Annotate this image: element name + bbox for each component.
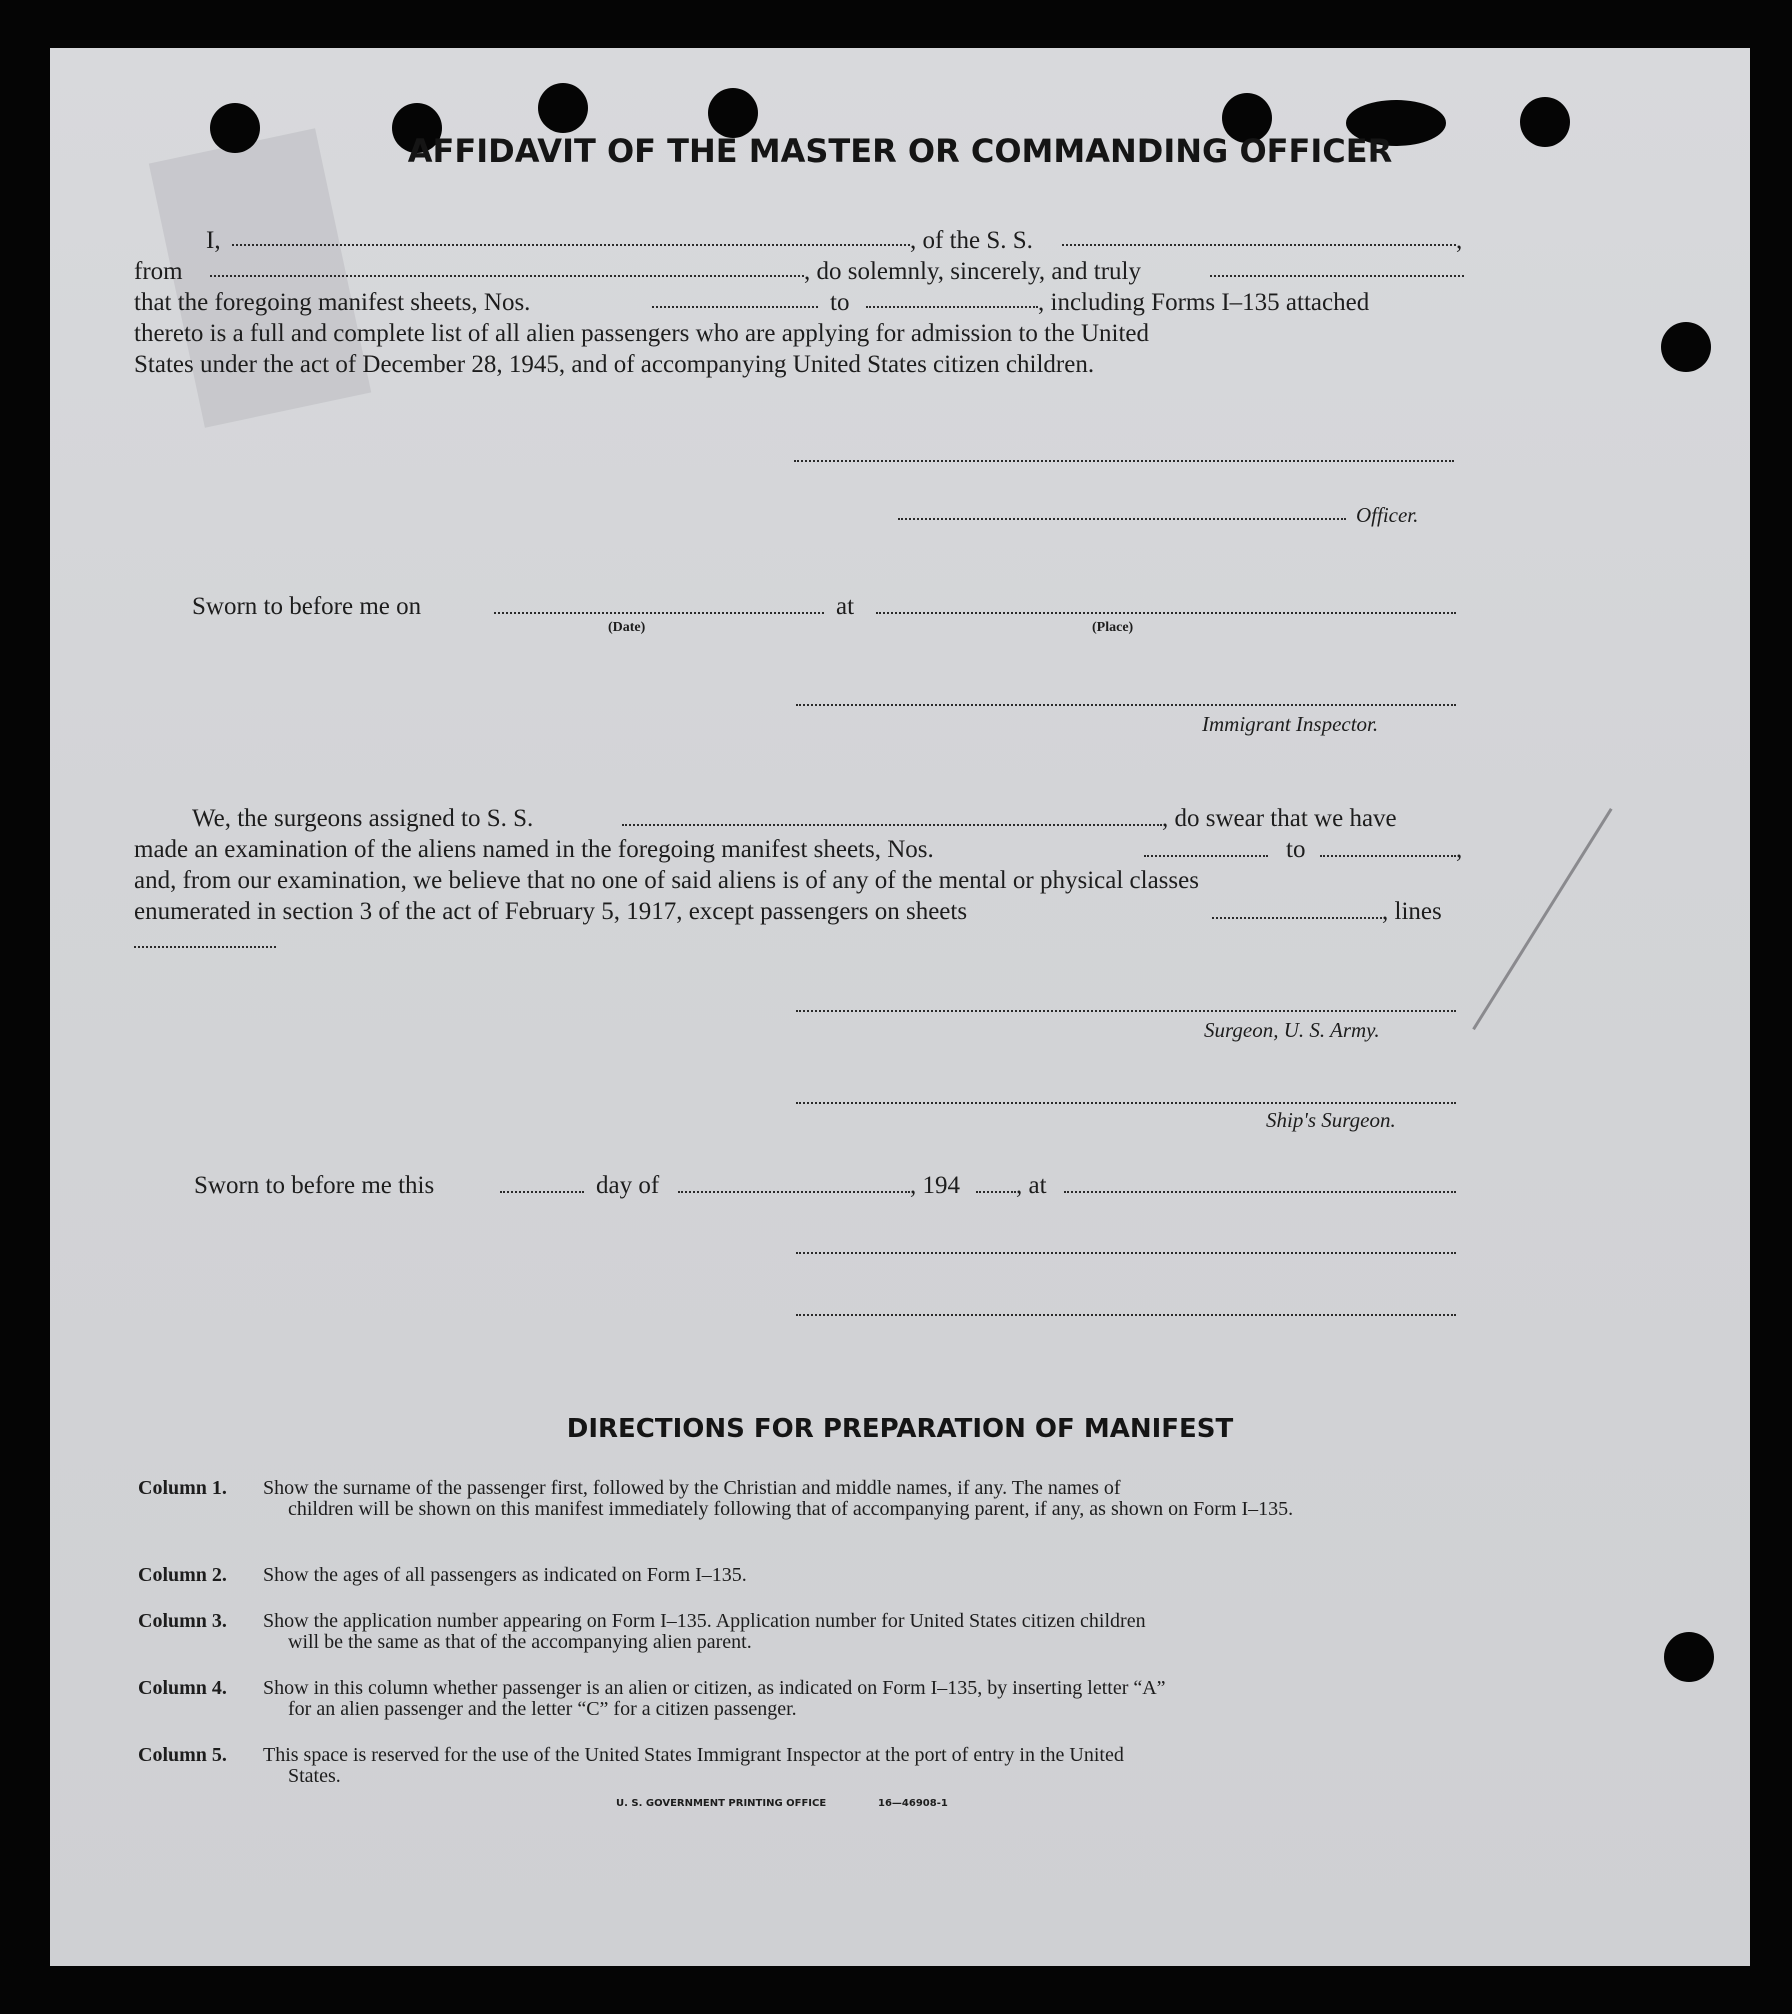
form-code: 16—46908-1	[878, 1798, 948, 1809]
direction-text: Show the surname of the passenger first, followed by the Christian and middle names, if any. The names of	[263, 1477, 1121, 1499]
affidavit-text: to	[830, 289, 850, 316]
surgeons-text: ,	[1456, 836, 1463, 863]
affidavit-text: thereto is a full and complete list of all alien passengers who are applying for admission to the United	[134, 320, 1150, 347]
direction-text: for an alien passenger and the letter “C” for a citizen passenger.	[288, 1698, 797, 1720]
sworn-text: Sworn to before me this	[194, 1172, 435, 1199]
inspector-signature-line[interactable]	[796, 704, 1456, 706]
affidavit-text: States under the act of December 28, 1945, and of accompanying United States citizen children.	[134, 351, 1095, 378]
direction-text: will be the same as that of the accompanying alien parent.	[288, 1631, 752, 1653]
surgeons-text: , lines	[1382, 898, 1442, 925]
direction-text: This space is reserved for the use of the United States Immigrant Inspector at the port of entry in the United	[263, 1744, 1124, 1766]
sworn-text: , 194	[910, 1172, 960, 1199]
punch-hole	[1661, 322, 1711, 372]
surgeons-text: We, the surgeons assigned to S. S.	[192, 805, 534, 832]
master-name-field[interactable]	[232, 244, 910, 246]
direction-text: children will be shown on this manifest immediately following that of accompanying parent, if any, as shown on Form I–135.	[288, 1498, 1294, 1520]
surgeons-text: made an examination of the aliens named in the foregoing manifest sheets, Nos.	[134, 836, 934, 863]
ship-name-field[interactable]	[1062, 244, 1456, 246]
column-label: Column 2.	[138, 1564, 227, 1586]
punch-hole	[538, 83, 588, 133]
oath-field[interactable]	[1210, 275, 1464, 277]
affidavit-text: from	[134, 258, 183, 285]
surgeons-text: enumerated in section 3 of the act of February 5, 1917, except passengers on sheets	[134, 898, 968, 925]
sworn-text: Sworn to before me on	[192, 593, 422, 620]
column-label: Column 5.	[138, 1744, 227, 1766]
signature-line[interactable]	[796, 1252, 1456, 1254]
column-label: Column 3.	[138, 1610, 227, 1632]
affidavit-text: , of the S. S.	[910, 227, 1033, 254]
affidavit-text: ,	[1456, 227, 1463, 254]
sworn-text: day of	[596, 1172, 660, 1199]
manifest-from-field[interactable]	[652, 306, 818, 308]
sworn-year-field[interactable]	[976, 1191, 1016, 1193]
page-title: AFFIDAVIT OF THE MASTER OR COMMANDING OFFICER	[407, 132, 1393, 170]
departure-port-field[interactable]	[210, 275, 804, 277]
surgeons-text: and, from our examination, we believe that no one of said aliens is of any of the mental or physical classes	[134, 867, 1199, 894]
affidavit-text: , do solemnly, sincerely, and truly	[804, 258, 1141, 285]
direction-text: Show the ages of all passengers as indicated on Form I–135.	[263, 1564, 747, 1586]
direction-text: States.	[288, 1765, 341, 1787]
directions-title: DIRECTIONS FOR PREPARATION OF MANIFEST	[566, 1414, 1234, 1444]
direction-text: Show the application number appearing on Form I–135. Application number for United States citizen children	[263, 1610, 1146, 1632]
sworn-text: at	[836, 593, 855, 620]
officer-signature-line[interactable]	[794, 460, 1454, 462]
sworn2-place-field[interactable]	[1064, 1191, 1456, 1193]
excepted-sheets-field[interactable]	[1212, 917, 1382, 919]
punch-hole	[1664, 1632, 1714, 1682]
surgeons-to-field[interactable]	[1320, 855, 1456, 857]
sworn-date-field[interactable]	[494, 612, 824, 614]
surgeons-ship-field[interactable]	[622, 824, 1162, 826]
direction-item	[138, 1565, 1508, 1586]
column-label: Column 4.	[138, 1677, 227, 1699]
ship-surgeon-caption: Ship's Surgeon.	[1266, 1108, 1396, 1132]
paper-crack	[1472, 808, 1612, 1030]
document-page	[50, 48, 1750, 1966]
sworn-day-field[interactable]	[500, 1191, 584, 1193]
column-label: Column 1.	[138, 1477, 227, 1499]
direction-item	[138, 1478, 1508, 1520]
affidavit-text: that the foregoing manifest sheets, Nos.	[134, 289, 531, 316]
army-surgeon-signature-line[interactable]	[796, 1010, 1456, 1012]
date-label: (Date)	[608, 620, 646, 635]
direction-text: Show in this column whether passenger is an alien or citizen, as indicated on Form I–135, by inserting letter “A”	[263, 1677, 1166, 1699]
officer-title-line[interactable]	[898, 518, 1346, 520]
direction-item	[138, 1745, 1508, 1787]
direction-item	[138, 1611, 1508, 1653]
signature-line[interactable]	[796, 1314, 1456, 1316]
inspector-caption: Immigrant Inspector.	[1202, 712, 1379, 736]
army-surgeon-caption: Surgeon, U. S. Army.	[1204, 1018, 1380, 1042]
manifest-to-field[interactable]	[866, 306, 1038, 308]
place-label: (Place)	[1092, 620, 1134, 635]
punch-hole	[708, 88, 758, 138]
sworn-month-field[interactable]	[678, 1191, 910, 1193]
printing-office: U. S. GOVERNMENT PRINTING OFFICE	[616, 1798, 827, 1809]
surgeons-text: to	[1286, 836, 1306, 863]
surgeons-from-field[interactable]	[1144, 855, 1268, 857]
direction-item	[138, 1678, 1508, 1720]
ship-surgeon-signature-line[interactable]	[796, 1102, 1456, 1104]
surgeons-text: , do swear that we have	[1162, 805, 1397, 832]
excepted-lines-field[interactable]	[134, 946, 276, 948]
officer-caption: Officer.	[1356, 503, 1419, 527]
sworn-text: , at	[1016, 1172, 1047, 1199]
affidavit-text: , including Forms I–135 attached	[1038, 289, 1370, 316]
sworn-place-field[interactable]	[876, 612, 1456, 614]
affidavit-text: I,	[206, 227, 221, 254]
